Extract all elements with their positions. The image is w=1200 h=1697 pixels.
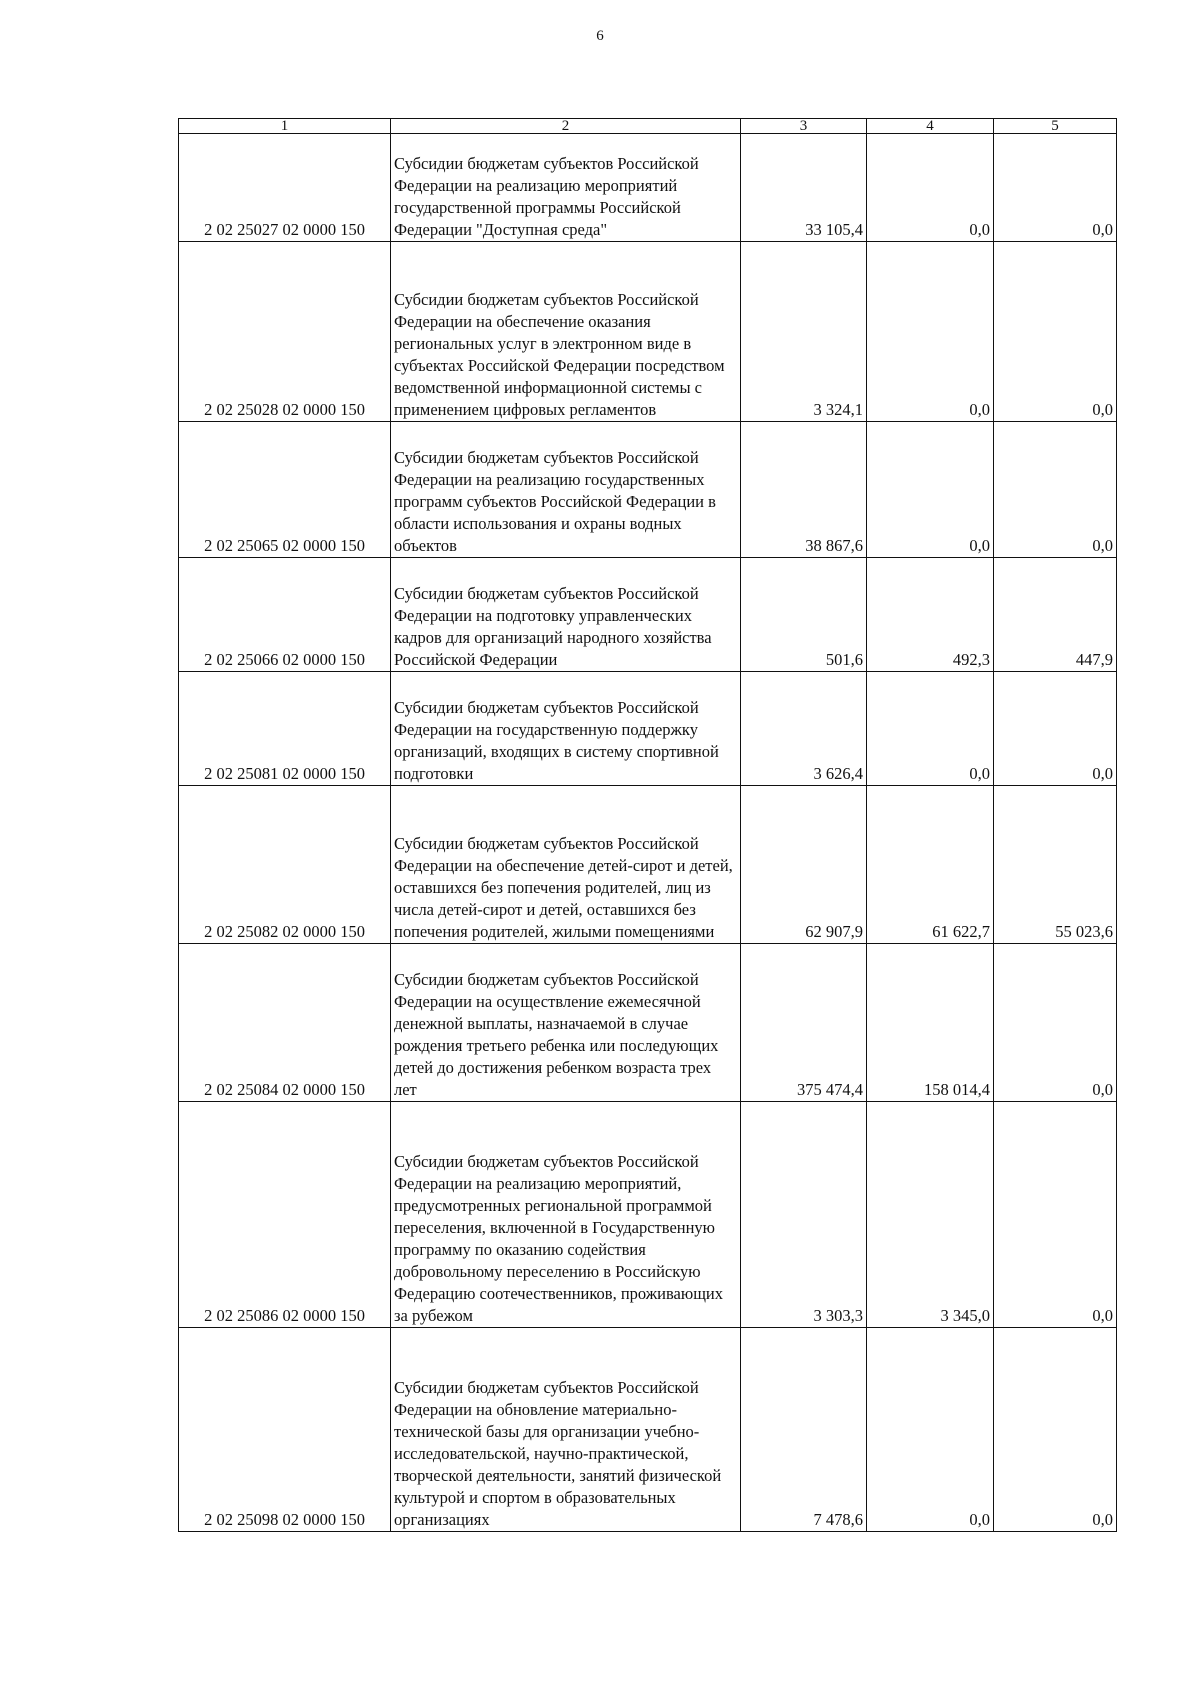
- row-code: 2 02 25086 02 0000 150: [179, 1102, 391, 1328]
- row-value-col3: 3 303,3: [741, 1102, 867, 1328]
- row-code: 2 02 25027 02 0000 150: [179, 134, 391, 242]
- table-row: [179, 242, 1117, 422]
- table-row: [179, 134, 1117, 242]
- row-value-col4: 61 622,7: [867, 786, 994, 944]
- row-value-col4: 3 345,0: [867, 1102, 994, 1328]
- row-value-col5: 0,0: [994, 242, 1117, 422]
- row-description: Субсидии бюджетам субъектов Российской Федерации на государственную поддержку организаций, входящих в систему спортивной подготовки: [391, 672, 741, 786]
- row-value-col3: 3 324,1: [741, 242, 867, 422]
- row-value-col3: 38 867,6: [741, 422, 867, 558]
- row-code: 2 02 25065 02 0000 150: [179, 422, 391, 558]
- row-code: 2 02 25084 02 0000 150: [179, 944, 391, 1102]
- row-value-col4: 158 014,4: [867, 944, 994, 1102]
- table-row: [179, 672, 1117, 786]
- row-code: 2 02 25028 02 0000 150: [179, 242, 391, 422]
- row-value-col5: 0,0: [994, 422, 1117, 558]
- row-description: Субсидии бюджетам субъектов Российской Федерации на подготовку управленческих кадров для организаций народного хозяйства Российской Федерации: [391, 558, 741, 672]
- row-value-col5: 0,0: [994, 672, 1117, 786]
- table-row: [179, 1102, 1117, 1328]
- page-number: 6: [596, 28, 604, 44]
- row-value-col5: 0,0: [994, 944, 1117, 1102]
- table-row: [179, 558, 1117, 672]
- column-header-1: 1: [179, 119, 391, 134]
- table-row: [179, 944, 1117, 1102]
- row-value-col4: 0,0: [867, 422, 994, 558]
- row-description: Субсидии бюджетам субъектов Российской Федерации на реализацию мероприятий государственной программы Российской Федерации "Доступная среда": [391, 134, 741, 242]
- row-value-col5: 0,0: [994, 134, 1117, 242]
- row-code: 2 02 25081 02 0000 150: [179, 672, 391, 786]
- row-value-col3: 3 626,4: [741, 672, 867, 786]
- table-row: [179, 422, 1117, 558]
- row-value-col3: 62 907,9: [741, 786, 867, 944]
- row-description: Субсидии бюджетам субъектов Российской Федерации на обновление материально-технической базы для организации учебно-исследовательской, научно-практической, творческой деятельности, занятий физической культурой и спортом в образовательных организациях: [391, 1328, 741, 1532]
- column-header-3: 3: [741, 119, 867, 134]
- row-value-col5: 447,9: [994, 558, 1117, 672]
- row-value-col4: 492,3: [867, 558, 994, 672]
- row-value-col3: 33 105,4: [741, 134, 867, 242]
- column-header-5: 5: [994, 119, 1117, 134]
- row-value-col5: 0,0: [994, 1102, 1117, 1328]
- row-description: Субсидии бюджетам субъектов Российской Федерации на обеспечение оказания региональных услуг в электронном виде в субъектах Российской Федерации посредством ведомственной информационной системы с применением цифровых регламентов: [391, 242, 741, 422]
- column-header-2: 2: [391, 119, 741, 134]
- column-header-4: 4: [867, 119, 994, 134]
- row-code: 2 02 25066 02 0000 150: [179, 558, 391, 672]
- row-value-col5: 0,0: [994, 1328, 1117, 1532]
- row-value-col5: 55 023,6: [994, 786, 1117, 944]
- row-value-col3: 501,6: [741, 558, 867, 672]
- row-description: Субсидии бюджетам субъектов Российской Федерации на осуществление ежемесячной денежной выплаты, назначаемой в случае рождения третьего ребенка или последующих детей до достижения ребенком возраста трех лет: [391, 944, 741, 1102]
- row-code: 2 02 25082 02 0000 150: [179, 786, 391, 944]
- row-value-col4: 0,0: [867, 134, 994, 242]
- row-description: Субсидии бюджетам субъектов Российской Федерации на обеспечение детей-сирот и детей, оставшихся без попечения родителей, лиц из числа детей-сирот и детей, оставшихся без попечения родителей, жилыми помещениями: [391, 786, 741, 944]
- row-value-col3: 375 474,4: [741, 944, 867, 1102]
- row-value-col4: 0,0: [867, 242, 994, 422]
- table-row: [179, 786, 1117, 944]
- row-value-col4: 0,0: [867, 672, 994, 786]
- row-value-col4: 0,0: [867, 1328, 994, 1532]
- row-description: Субсидии бюджетам субъектов Российской Федерации на реализацию государственных программ субъектов Российской Федерации в области использования и охраны водных объектов: [391, 422, 741, 558]
- budget-table: [178, 118, 1117, 1532]
- row-code: 2 02 25098 02 0000 150: [179, 1328, 391, 1532]
- row-description: Субсидии бюджетам субъектов Российской Федерации на реализацию мероприятий, предусмотренных региональной программой переселения, включенной в Государственную программу по оказанию содействия добровольному переселению в Российскую Федерацию соотечественников, проживающих за рубежом: [391, 1102, 741, 1328]
- table-row: [179, 1328, 1117, 1532]
- header-row: [179, 119, 1117, 134]
- row-value-col3: 7 478,6: [741, 1328, 867, 1532]
